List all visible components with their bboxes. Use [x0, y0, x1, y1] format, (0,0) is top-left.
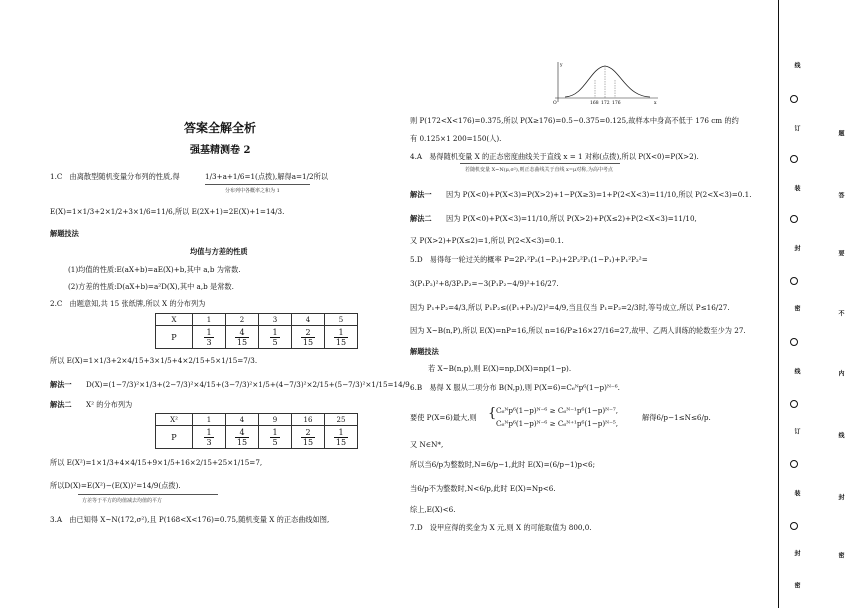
s2-label: 解法二: [410, 214, 432, 223]
margin-char: 密: [793, 305, 800, 311]
margin-circle: [790, 277, 798, 285]
margin-char: 线: [793, 368, 800, 374]
q6-solution: 解得6/p−1≤N≤6/p.: [642, 413, 711, 422]
table1-cell: $\frac{2}{15}$: [292, 326, 325, 349]
table2-header: 25: [325, 414, 358, 426]
table2-cell: $\frac{2}{15}$: [292, 426, 325, 449]
table1-header: X: [156, 314, 193, 326]
tick-172: 172: [601, 101, 610, 105]
margin-char: 封: [793, 245, 800, 251]
q2-expectation-x2: 所以 E(X²)=1×1/3+4×4/15+9×1/5+16×2/15+25×1/15=7,: [50, 458, 263, 467]
margin-inner-char: 密: [837, 552, 844, 558]
margin-inner-char: 封: [837, 494, 844, 500]
r1: 则 P(172<X<176)=0.375,所以 P(X≥176)=0.5−0.375=0.125,故样本中身高不低于 176 cm 的约: [410, 116, 739, 125]
margin-inner-char: 不: [837, 310, 844, 316]
method-header-left: 解题技法: [50, 229, 79, 238]
solution2-label: 解法二: [50, 400, 72, 409]
table1-cell: $\frac{1}{3}$: [193, 326, 226, 349]
margin-circle: [790, 215, 798, 223]
normal-curve: [565, 66, 650, 97]
q6-c: 又 N∈N*,: [410, 440, 444, 449]
q1-annot-line: [205, 184, 310, 185]
margin-char: 装: [793, 490, 800, 496]
margin-char: 装: [793, 185, 800, 191]
margin-char: 密: [793, 582, 800, 588]
property-variance: (2)方差的性质:D(aX+b)=a²D(X),其中 a,b 是常数.: [68, 282, 234, 291]
table1-row-label: P: [156, 326, 193, 349]
q5-line: 5.D 易得每一轮过关的概率 P=2P₁²P₂(1−P₂)+2P₂²P₁(1−P₁)+P₁²P₂²=: [410, 255, 648, 264]
table1-header: 4: [292, 314, 325, 326]
binding-line: [778, 0, 779, 608]
table2-row-label: P: [156, 426, 193, 449]
tick-176: 176: [612, 101, 621, 105]
table2-header: 16: [292, 414, 325, 426]
table1-header: 2: [226, 314, 259, 326]
q3-line: 3.A 由已知得 X~N(172,σ²),且 P(168<X<176)=0.75,随机变量 X 的正态曲线如图,: [50, 515, 330, 524]
page-subtitle: 强基精测卷 2: [190, 145, 251, 156]
table2-cell: $\frac{1}{3}$: [193, 426, 226, 449]
margin-char: 订: [793, 428, 800, 434]
table1-header: 3: [259, 314, 292, 326]
q6-b: 要使 P(X=6)最大,则: [410, 413, 477, 422]
margin-circle: [790, 400, 798, 408]
q2-line: 2.C 由题意知,共 15 张纸牌,所以 X 的分布列为: [50, 299, 206, 308]
q4-annot-line: [460, 163, 620, 164]
origin-label: O: [553, 101, 557, 105]
system-brace: {: [488, 406, 497, 421]
margin-inner-char: 题: [837, 130, 844, 136]
table1-cell: $\frac{4}{15}$: [226, 326, 259, 349]
margin-inner-char: 要: [837, 250, 844, 256]
method-binomial: 若 X~B(n,p),则 E(X)=np,D(X)=np(1−p).: [428, 364, 572, 373]
table2-cell: $\frac{1}{5}$: [259, 426, 292, 449]
tick-168: 168: [590, 101, 599, 105]
q1-annotation: 分布列中各概率之和为 1: [225, 188, 280, 194]
table2-header: X²: [156, 414, 193, 426]
q1-line: 1.C 由离散型随机变量分布列的性质,得: [50, 172, 180, 181]
page-title: 答案全解全析: [184, 121, 257, 135]
q6-f: 综上,E(X)<6.: [410, 505, 456, 514]
table1-cell: $\frac{1}{5}$: [259, 326, 292, 349]
table1-header: 1: [193, 314, 226, 326]
q5-d: 因为 X~B(n,P),所以 E(X)=nP=16,所以 n=16/P≥16×27/16=27,故甲、乙两人训练的轮数至少为 27.: [410, 326, 746, 335]
margin-inner-char: 答: [837, 192, 844, 198]
margin-circle: [790, 460, 798, 468]
table2-header: 1: [193, 414, 226, 426]
s1-label: 解法一: [410, 190, 432, 199]
table2-header: 4: [226, 414, 259, 426]
solution2-text: X² 的分布列为: [86, 400, 133, 409]
q4-line: 4.A 易得随机变量 X 的正态密度曲线关于直线 x = 1 对称(点拨),所以 P(X<0)=P(X>2).: [410, 152, 699, 161]
table1-cell: $\frac{1}{15}$: [325, 326, 358, 349]
s2b-text: 又 P(X>2)+P(X≤2)=1,所以 P(2<X<3)=0.1.: [410, 236, 564, 245]
q2-variance: 所以D(X)=E(X²)−(E(X))²=14/9(点拨).: [50, 481, 181, 490]
q6-line: 6.B 易得 X 服从二项分布 B(N,p),则 P(X=6)=C₆ᴺp⁶(1−p)ᴺ⁻⁶.: [410, 383, 620, 392]
margin-char: 线: [793, 62, 800, 68]
margin-circle: [790, 95, 798, 103]
q6-d: 所以当6/p为整数时,N=6/p−1,此时 E(X)=(6/p−1)p<6;: [410, 460, 596, 469]
method-header-right: 解题技法: [410, 347, 439, 356]
q2-annot-line: [78, 494, 218, 495]
s2-text: 因为 P(X<0)+P(X<3)=11/10,所以 P(X>2)+P(X≤2)+P(2<X<3)=11/10,: [446, 214, 697, 223]
table2-cell: $\frac{4}{15}$: [226, 426, 259, 449]
q2-expectation: 所以 E(X)=1×1/3+2×4/15+3×1/5+4×2/15+5×1/15=7/3.: [50, 356, 258, 365]
margin-char: 封: [793, 550, 800, 556]
r2: 有 0.125×1 200=150(人).: [410, 134, 502, 143]
q1-expectation: E(X)=1×1/3+2×1/2+3×1/6=11/6,所以 E(2X+1)=2E(X)+1=14/3.: [50, 207, 285, 216]
solution1-label: 解法一: [50, 380, 72, 389]
q2-annotation: 方差等于平方的均值减去均值的平方: [82, 498, 163, 504]
q6-sys1: C₆ᴺp⁶(1−p)ᴺ⁻⁶ ≥ C₆ᴺ⁻¹p⁶(1−p)ᴺ⁻⁷,: [496, 406, 619, 415]
box-title: 均值与方差的性质: [190, 247, 248, 256]
margin-circle: [790, 522, 798, 530]
property-mean: (1)均值的性质:E(aX+b)=aE(X)+b,其中 a,b 为常数.: [68, 265, 241, 274]
margin-char: 订: [793, 125, 800, 131]
s1-text: 因为 P(X<0)+P(X<3)=P(X>2)+1−P(X≥3)=1+P(2<X<3)=11/10,所以 P(2<X<3)=0.1.: [446, 190, 752, 199]
binding-margin: [780, 0, 860, 608]
margin-inner-char: 内: [837, 370, 844, 376]
margin-circle: [790, 155, 798, 163]
q5-c: 因为 P₁+P₂=4/3,所以 P₁P₂≤((P₁+P₂)/2)²=4/9,当且仅当 P₁=P₂=2/3时,等号成立,所以 P≤16/27.: [410, 303, 730, 312]
q5-b: 3(P₁P₂)²+8/3P₁P₂=−3(P₁P₂−4/9)²+16/27.: [410, 279, 559, 288]
margin-circle: [790, 338, 798, 346]
q4-annotation: 若随机变量 X~N(μ,σ²),则正态曲线关于直线 x=μ对称,为高中考点: [465, 167, 613, 173]
y-label: y: [560, 63, 563, 68]
q6-sys2: C₆ᴺp⁶(1−p)ᴺ⁻⁶ ≥ C₆ᴺ⁺¹p⁶(1−p)ᴺ⁻⁵,: [496, 419, 619, 428]
x-label: x: [654, 101, 657, 105]
table1-header: 5: [325, 314, 358, 326]
table2-cell: $\frac{1}{15}$: [325, 426, 358, 449]
distribution-table-x2: [155, 413, 358, 449]
distribution-table-x: [155, 313, 358, 349]
normal-curve-figure: [550, 60, 660, 105]
solution1-text: D(X)=(1−7/3)²×1/3+(2−7/3)²×4/15+(3−7/3)²×1/5+(4−7/3)²×2/15+(5−7/3)²×1/15=14/9.: [86, 380, 412, 389]
table2-header: 9: [259, 414, 292, 426]
q6-e: 当6/p不为整数时,N<6/p,此时 E(X)=Np<6.: [410, 484, 556, 493]
q7-line: 7.D 设甲应得的奖金为 X 元,则 X 的可能取值为 800,0.: [410, 523, 592, 532]
margin-inner-char: 线: [837, 432, 844, 438]
q1-equation: 1/3+a+1/6=1(点拨),解得a=1/2所以: [205, 172, 328, 181]
